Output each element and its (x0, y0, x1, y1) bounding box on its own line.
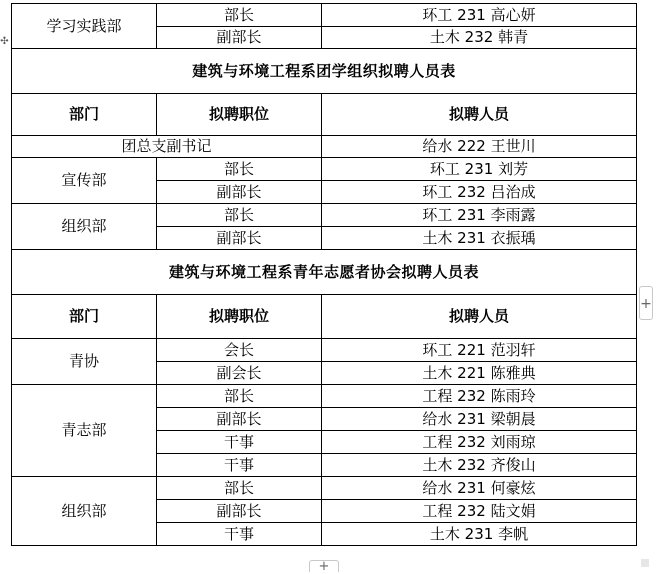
header-person: 拟聘人员 (322, 295, 637, 339)
position-cell: 部长 (157, 477, 322, 500)
position-cell: 干事 (157, 454, 322, 477)
position-cell: 部长 (157, 158, 322, 181)
person-cell: 环工 231 高心妍 (322, 4, 637, 27)
section-title-row (12, 250, 637, 295)
table-row (12, 204, 637, 227)
position-cell: 副部长 (157, 408, 322, 431)
position-cell: 副会长 (157, 362, 322, 385)
person-cell: 给水 231 梁朝晨 (322, 408, 637, 431)
document-page (11, 3, 636, 546)
person-cell: 土木 231 衣振瑀 (322, 227, 637, 250)
header-row (12, 94, 637, 136)
table-row (12, 4, 637, 27)
person-cell: 给水 231 何豪炫 (322, 477, 637, 500)
position-cell: 会长 (157, 339, 322, 362)
header-position: 拟聘职位 (157, 295, 322, 339)
position-cell: 干事 (157, 431, 322, 454)
header-dept: 部门 (12, 295, 157, 339)
add-row-plus-icon[interactable]: + (309, 560, 339, 572)
dept-cell: 青志部 (12, 385, 157, 477)
volunteer-table-title: 建筑与环境工程系青年志愿者协会拟聘人员表 (12, 250, 637, 295)
position-cell: 部长 (157, 204, 322, 227)
table-row (12, 385, 637, 408)
table-row (12, 136, 637, 158)
header-dept: 部门 (12, 94, 157, 136)
position-cell: 干事 (157, 523, 322, 546)
person-cell: 土木 231 李帆 (322, 523, 637, 546)
table-resize-handle[interactable] (641, 559, 649, 567)
person-cell: 工程 232 陈雨玲 (322, 385, 637, 408)
header-row (12, 295, 637, 339)
position-cell: 副部长 (157, 27, 322, 49)
table-move-handle-icon[interactable]: ✣ (0, 36, 9, 47)
position-cell: 副部长 (157, 227, 322, 250)
person-cell: 环工 231 刘芳 (322, 158, 637, 181)
person-cell: 环工 221 范羽轩 (322, 339, 637, 362)
dept-cell: 组织部 (12, 477, 157, 546)
position-cell: 副部长 (157, 500, 322, 523)
dept-cell: 组织部 (12, 204, 157, 250)
person-cell: 环工 232 吕治成 (322, 181, 637, 204)
table-row (12, 477, 637, 500)
table-row (12, 158, 637, 181)
person-cell: 工程 232 刘雨琼 (322, 431, 637, 454)
add-column-plus-icon[interactable]: + (639, 286, 653, 320)
person-cell: 土木 232 韩青 (322, 27, 637, 49)
person-cell: 土木 232 齐俊山 (322, 454, 637, 477)
header-position: 拟聘职位 (157, 94, 322, 136)
person-cell: 土木 221 陈雅典 (322, 362, 637, 385)
league-table-title: 建筑与环境工程系团学组织拟聘人员表 (12, 49, 637, 94)
dept-cell: 青协 (12, 339, 157, 385)
header-person: 拟聘人员 (322, 94, 637, 136)
dept-cell: 学习实践部 (12, 4, 157, 49)
position-cell: 部长 (157, 385, 322, 408)
person-cell: 给水 222 王世川 (322, 136, 637, 158)
staff-table (11, 3, 637, 546)
person-cell: 环工 231 李雨露 (322, 204, 637, 227)
position-cell: 部长 (157, 4, 322, 27)
dept-cell: 宣传部 (12, 158, 157, 204)
person-cell: 工程 232 陆文娟 (322, 500, 637, 523)
position-cell: 副部长 (157, 181, 322, 204)
table-row (12, 339, 637, 362)
position-cell: 团总支副书记 (12, 136, 322, 158)
section-title-row (12, 49, 637, 94)
